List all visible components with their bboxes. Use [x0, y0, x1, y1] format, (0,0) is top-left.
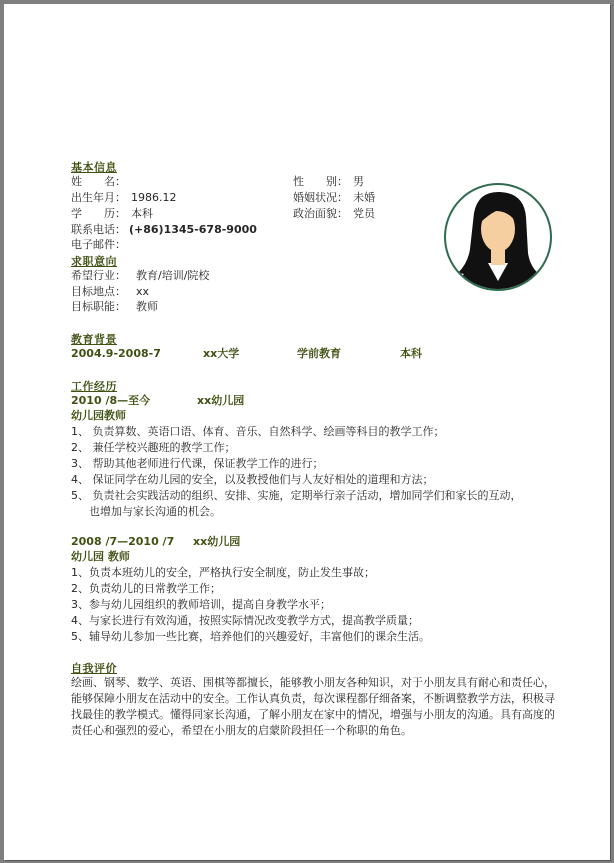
section-title-basic: 基本信息 [71, 161, 117, 174]
avatar [444, 183, 552, 291]
edu-degree: 本科 [400, 347, 422, 360]
section-title-intent: 求职意向 [71, 255, 117, 268]
job1-period: 2010 /8—至今 [71, 394, 151, 407]
section-title-self: 自我评价 [71, 662, 117, 675]
gender-value: 男 [353, 175, 364, 188]
marital-label: 婚姻状况： [293, 191, 348, 204]
job1-item: 1、 负责算数、英语口语、体育、音乐、自然科学、绘画等科目的教学工作； [71, 425, 445, 438]
birth-label: 出生年月： [71, 191, 126, 204]
marital-value: 未婚 [353, 191, 375, 204]
job2-item: 3、参与幼儿园组织的教师培训，提高自身教学水平； [71, 598, 331, 611]
edu-period: 2004.9-2008-7 [71, 347, 161, 360]
job1-item: 5、 负责社会实践活动的组织、安排、实施，定期举行亲子活动，增加同学们和家长的互动， [71, 489, 522, 502]
job2-item: 4、与家长进行有效沟通，按照实际情况改变教学方式，提高教学质量； [71, 614, 419, 627]
phone-value: (+86)1345-678-9000 [129, 223, 257, 236]
location-value: xx [136, 285, 150, 298]
industry-label: 希望行业： [71, 269, 126, 282]
job2-org: xx幼儿园 [193, 535, 241, 548]
name-label: 姓 名： [71, 175, 126, 188]
edu-school: xx大学 [203, 347, 240, 360]
gender-label: 性 别： [293, 175, 348, 188]
job1-item: 3、 帮助其他老师进行代课，保证教学工作的进行； [71, 457, 324, 470]
political-value: 党员 [353, 207, 375, 220]
edu-value: 本科 [131, 207, 153, 220]
job2-item: 1、负责本班幼儿的安全，严格执行安全制度，防止发生事故； [71, 566, 375, 579]
job2-item: 5、辅导幼儿参加一些比赛，培养他们的兴趣爱好，丰富他们的课余生活。 [71, 630, 430, 643]
email-label: 电子邮件： [71, 238, 126, 251]
resume-page [4, 4, 610, 860]
job1-org: xx幼儿园 [197, 394, 245, 407]
edu-label: 学 历： [71, 207, 126, 220]
job1-item: 2、 兼任学校兴趣班的教学工作； [71, 441, 236, 454]
job1-item-continued: 也增加与家长沟通的机会。 [89, 505, 221, 518]
job2-period: 2008 /7—2010 /7 [71, 535, 175, 548]
job1-item: 4、 保证同学在幼儿园的安全，以及教授他们与人友好相处的道理和方法； [71, 473, 434, 486]
edu-major: 学前教育 [297, 347, 341, 360]
location-label: 目标地点： [71, 285, 126, 298]
birth-value: 1986.12 [131, 191, 177, 204]
position-value: 教师 [136, 300, 158, 313]
section-title-work: 工作经历 [71, 380, 117, 393]
job2-role: 幼儿园 教师 [71, 550, 130, 563]
industry-value: 教育/培训/院校 [136, 269, 210, 282]
section-title-education: 教育背景 [71, 333, 117, 346]
job2-item: 2、负责幼儿的日常教学工作； [71, 582, 221, 595]
self-evaluation-text: 绘画、钢琴、数学、英语、围棋等都擅长，能够教小朋友各种知识，对于小朋友具有耐心和责任心，能够保障小朋友在活动中的安全。工作认真负责，每次课程都仔细备案，不断调整教学方法，积极寻找最佳的教学模式。懂得同家长沟通，了解小朋友在家中的情况，增强与小朋友的沟通。具有高度的责任心和强烈的爱心，希望在小朋友的启蒙阶段担任一个称职的角色。 [71, 676, 555, 737]
job1-role: 幼儿园教师 [71, 409, 126, 422]
political-label: 政治面貌： [293, 207, 348, 220]
phone-label: 联系电话： [71, 223, 126, 236]
position-label: 目标职能： [71, 300, 126, 313]
